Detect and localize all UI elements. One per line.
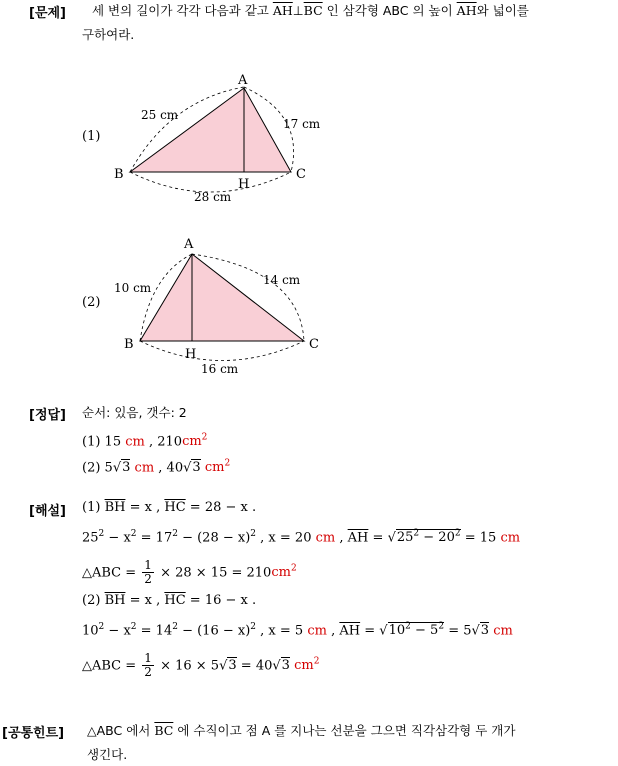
solution-2-line-3: △ABC = $\frac{1}{2}$ × 16 × 5√3 = 40√3 $cm^2$ bbox=[82, 651, 320, 680]
hint-line-2: 생긴다. bbox=[87, 747, 128, 762]
figure1-side-bc: 28 cm bbox=[194, 190, 232, 204]
answer-order: 순서: 있음, 갯수: 2 bbox=[82, 405, 187, 420]
solution-2-line-1: (2) $\overline{BH} = x$ , $\overline{HC} = 16 - x$ . bbox=[82, 593, 257, 608]
segment-ah: $\overline{AH}$ bbox=[272, 3, 293, 18]
problem-label: [문제] bbox=[29, 6, 66, 21]
hint-segment-bc: $\overline{BC}$ bbox=[154, 723, 174, 738]
answer-1-unit: cm bbox=[125, 434, 145, 450]
answer-2-unit: cm bbox=[134, 460, 155, 476]
figure2-side-ac: 14 cm bbox=[263, 273, 301, 287]
figure1-side-ab: 25 cm bbox=[141, 108, 179, 122]
figure1-vertex-h: H bbox=[238, 177, 250, 192]
segment-hc: $\overline{HC}$ bbox=[164, 500, 186, 515]
segment-bh: $\overline{BH}$ bbox=[104, 500, 126, 515]
segment-ah-2: $\overline{AH}$ bbox=[456, 3, 477, 18]
figure1-number: (1) bbox=[82, 129, 101, 144]
figure2-vertex-b: B bbox=[124, 337, 134, 352]
figure1-arc-bc bbox=[130, 172, 291, 192]
solution-label: [해설] bbox=[29, 504, 66, 519]
figure2-side-bc: 16 cm bbox=[201, 362, 239, 376]
answer-1-value: (1) 15 bbox=[82, 434, 122, 450]
answer-1-area-unit: $cm^2$ bbox=[182, 433, 208, 450]
hint-line-1: △ABC 에서 $\overline{BC}$ 에 수직이고 점 A 를 지나는 선분을 그으면 직각삼각형 두 개가 bbox=[87, 723, 516, 738]
answer-1-area: , 210 bbox=[148, 434, 183, 450]
figure2-vertex-c: C bbox=[309, 337, 319, 352]
solution-1-line-2: $25^2 - x^2 = 17^2 - (28 - x)^2$ , x = 20 cm , $\overline{AH} = √25^2 - 20^2 = 15$ cm bbox=[82, 529, 521, 546]
figure2-vertex-a: A bbox=[184, 237, 194, 252]
answer-2-area: , 40 bbox=[158, 460, 184, 476]
figure2-triangle bbox=[140, 254, 304, 341]
figure2-arc-bc bbox=[140, 341, 304, 361]
figure1-vertex-a: A bbox=[238, 73, 248, 88]
answer-2-radicand: 3 bbox=[122, 460, 131, 476]
problem-line-1 bbox=[92, 0, 529, 22]
problem-text-c: 와 넓이를 bbox=[476, 3, 529, 18]
answer-2-area-radicand: 3 bbox=[192, 460, 201, 476]
hint-label: [공통힌트] bbox=[2, 726, 65, 741]
figure2-vertex-h: H bbox=[185, 347, 197, 362]
sqrt-symbol: √ bbox=[112, 460, 122, 476]
answer-2-area-unit: $cm^2$ bbox=[204, 459, 231, 476]
problem-text-a: 세 변의 길이가 각각 다음과 같고 bbox=[92, 3, 269, 18]
solution-1-line-3: △ABC = $\frac{1}{2}$ × $28 \times 15 = 210cm^2$ bbox=[82, 558, 297, 587]
problem-line-2: 구하여라. bbox=[82, 27, 135, 42]
figure1-side-ac: 17 cm bbox=[283, 117, 321, 131]
solution-1-line-1: (1) $\overline{BH} = x$ , $\overline{HC} = 28 - x$ . bbox=[82, 500, 257, 515]
fraction-half: $\frac{1}{2}$ bbox=[144, 558, 152, 587]
figure1-vertex-c: C bbox=[296, 167, 306, 182]
figure2-side-ab: 10 cm bbox=[114, 281, 152, 295]
figure1-vertex-b: B bbox=[114, 167, 124, 182]
segment-bc: $\overline{BC}$ bbox=[303, 3, 323, 18]
figure2-diagram bbox=[0, 230, 618, 380]
figure2-number: (2) bbox=[82, 295, 101, 310]
answer-label: [정답] bbox=[29, 408, 66, 423]
answer-1 bbox=[82, 427, 207, 453]
solution-2-line-2: $10^2 - x^2 = 14^2 - (16 - x)^2$ , x = 5 cm , $\overline{AH} = √10^2 - 5^2 = 5√3$ cm bbox=[82, 622, 513, 639]
problem-text-b: 인 삼각형 ABC 의 높이 bbox=[326, 3, 453, 18]
answer-2: (2) 5√3 cm , 40√3 $cm^2$ bbox=[82, 459, 231, 476]
answer-2-value: (2) 5 bbox=[82, 460, 113, 476]
perp-symbol: ⊥ bbox=[292, 3, 304, 18]
